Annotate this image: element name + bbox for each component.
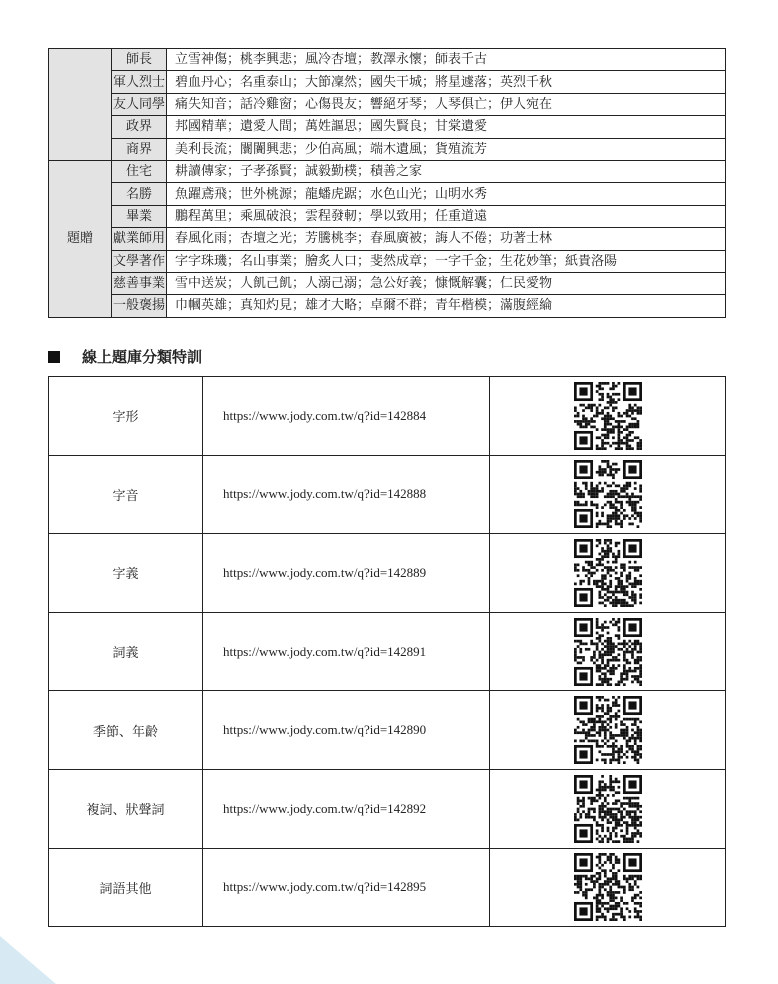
category-cell: 一般褒揚	[112, 295, 167, 317]
topic-link[interactable]: https://www.jody.com.tw/q?id=142884	[203, 377, 490, 456]
square-bullet-icon	[48, 351, 60, 363]
table-row	[49, 769, 726, 848]
topic-name: 詞義	[49, 612, 203, 691]
group-label-cell: 題贈	[49, 160, 112, 317]
idiom-text-cell: 巾幗英雄；真知灼見；雄才大略；卓爾不群；青年楷模；滿腹經綸	[167, 295, 726, 317]
idiom-text-cell: 春風化雨；杏壇之光；芳騰桃李；春風廣被；誨人不倦；功著士林	[167, 228, 726, 250]
idiom-table	[48, 48, 726, 318]
topic-link[interactable]: https://www.jody.com.tw/q?id=142895	[203, 848, 490, 927]
table-row	[49, 848, 726, 927]
table-row	[49, 228, 726, 250]
qr-code-icon[interactable]	[574, 853, 642, 921]
category-cell: 師長	[112, 49, 167, 71]
idiom-text-cell: 耕讀傳家；子孝孫賢；誠毅勤樸；積善之家	[167, 160, 726, 182]
table-row	[49, 612, 726, 691]
topic-link[interactable]: https://www.jody.com.tw/q?id=142891	[203, 612, 490, 691]
table-row	[49, 71, 726, 93]
category-cell: 慈善事業	[112, 272, 167, 294]
qr-code-icon[interactable]	[574, 618, 642, 686]
category-cell: 名勝	[112, 183, 167, 205]
qr-code-icon[interactable]	[574, 775, 642, 843]
table-row	[49, 93, 726, 115]
table-row	[49, 205, 726, 227]
table-row	[49, 250, 726, 272]
table-row	[49, 183, 726, 205]
idiom-text-cell: 美利長流；闤闠興悲；少伯高風；端木遺風；貨殖流芳	[167, 138, 726, 160]
category-cell: 政界	[112, 116, 167, 138]
corner-decoration	[0, 936, 56, 984]
table-row	[49, 455, 726, 534]
idiom-text-cell: 邦國精華；遺愛人間；萬姓謳思；國失賢良；甘棠遺愛	[167, 116, 726, 138]
idiom-text-cell: 魚躍鳶飛；世外桃源；龍蟠虎踞；水色山光；山明水秀	[167, 183, 726, 205]
idiom-text-cell: 碧血丹心；名重泰山；大節凜然；國失干城；將星遽落；英烈千秋	[167, 71, 726, 93]
table-row	[49, 49, 726, 71]
category-cell: 畢業	[112, 205, 167, 227]
idiom-text-cell: 雪中送炭；人飢己飢；人溺己溺；急公好義；慷慨解囊；仁民愛物	[167, 272, 726, 294]
idiom-text-cell: 字字珠璣；名山事業；膾炙人口；斐然成章；一字千金；生花妙筆；紙貴洛陽	[167, 250, 726, 272]
qr-code-icon[interactable]	[574, 382, 642, 450]
topic-link[interactable]: https://www.jody.com.tw/q?id=142890	[203, 691, 490, 770]
qr-code-icon[interactable]	[574, 460, 642, 528]
category-cell: 軍人烈士	[112, 71, 167, 93]
topic-name: 字形	[49, 377, 203, 456]
topic-name: 詞語其他	[49, 848, 203, 927]
question-bank-table	[48, 376, 726, 927]
table-row	[49, 295, 726, 317]
table-row	[49, 272, 726, 294]
table-row	[49, 534, 726, 613]
idiom-text-cell: 立雪神傷；桃李興悲；風冷杏壇；教澤永懷；師表千古	[167, 49, 726, 71]
topic-name: 字音	[49, 455, 203, 534]
topic-link[interactable]: https://www.jody.com.tw/q?id=142889	[203, 534, 490, 613]
table-row	[49, 116, 726, 138]
category-cell: 友人同學	[112, 93, 167, 115]
table-row	[49, 377, 726, 456]
topic-name: 字義	[49, 534, 203, 613]
category-cell: 商界	[112, 138, 167, 160]
table-row	[49, 138, 726, 160]
table-row	[49, 160, 726, 182]
table-row	[49, 691, 726, 770]
section-heading	[48, 346, 202, 367]
section-title: 線上題庫分類特訓	[82, 348, 203, 366]
topic-name: 季節、年齡	[49, 691, 203, 770]
topic-link[interactable]: https://www.jody.com.tw/q?id=142892	[203, 769, 490, 848]
idiom-text-cell: 痛失知音；話冷雞窗；心傷畏友；響絕牙琴；人琴俱亡；伊人宛在	[167, 93, 726, 115]
topic-link[interactable]: https://www.jody.com.tw/q?id=142888	[203, 455, 490, 534]
category-cell: 住宅	[112, 160, 167, 182]
category-cell: 文學著作	[112, 250, 167, 272]
qr-code-icon[interactable]	[574, 539, 642, 607]
group-cell-blank	[49, 49, 112, 161]
topic-name: 複詞、狀聲詞	[49, 769, 203, 848]
category-cell: 獻業師用	[112, 228, 167, 250]
idiom-text-cell: 鵬程萬里；乘風破浪；雲程發軔；學以致用；任重道遠	[167, 205, 726, 227]
qr-code-icon[interactable]	[574, 696, 642, 764]
